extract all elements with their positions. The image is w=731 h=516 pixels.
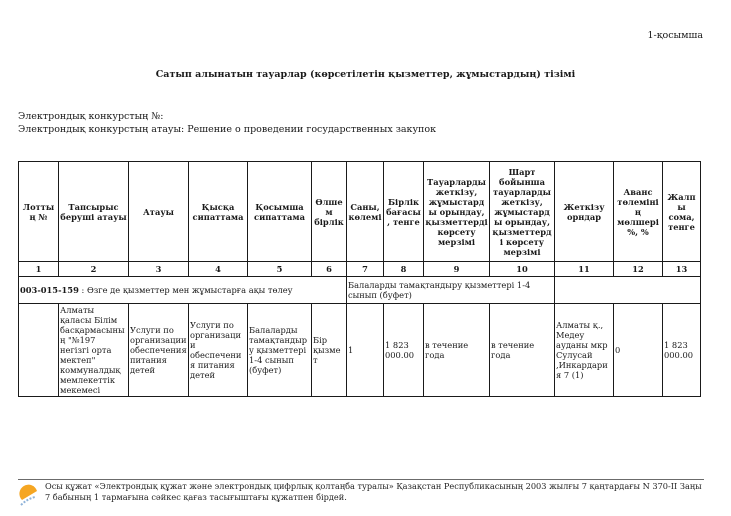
contest-name: Электрондық конкурстың атауы: Решение о проведении государственных закупок [18,124,437,135]
footer-divider [18,479,704,480]
contest-number: Электрондық конкурстың №: [18,111,164,122]
lots-table [18,161,701,397]
column-number: 13 [663,262,701,277]
column-number: 9 [424,262,490,277]
header-quantity: Саны, көлемі [347,162,384,262]
header-unit: Өлшем бірлік [312,162,347,262]
header-contract-term: Шарт бойынша тауарларды жеткізу, жұмыстарды орындау, қызметтерді көрсету мерзімі [490,162,555,262]
column-number: 8 [384,262,424,277]
cell-name: Услуги по организации обеспечения питания детей [129,304,189,397]
page-title: Сатып алынатын тауарлар (көрсетілетін қызметтер, жұмыстардың) тізімі [155,69,576,80]
header-customer: Тапсырыс беруші атауы [59,162,129,262]
footer-legal-text: Осы құжат «Электрондық құжат және электрондық цифрлық қолтаңба туралы» Қазақстан Республикасының 2003 жылғы 7 қаңтардағы N 370-II Заңы 7 бабының 1 тармағына сәйкес қағаз тасығыштағы құжатпен бірдей. [45,481,702,502]
column-number: 1 [19,262,59,277]
group-empty-cell [555,277,701,304]
cell-customer: Алматы қаласы Білім басқармасының "№197 негізгі орта мектеп" коммуналдық мемлекеттік мекемесі [59,304,129,397]
cell-total: 1 823 000.00 [663,304,701,397]
header-unit-price: Бірлік бағасы, тенге [384,162,424,262]
group-name: Өзге де қызметтер мен жұмыстарға ақы төлеу [86,285,293,295]
cell-unit: Бір қызмет [312,304,347,397]
header-advance: Аванс төлемінің мөлшері %, % [614,162,663,262]
cell-unit-price: 1 823 000.00 [384,304,424,397]
header-short-description: Қысқа сипаттама [189,162,248,262]
column-number: 5 [248,262,312,277]
column-number: 2 [59,262,129,277]
header-extra-description: Қосымша сипаттама [248,162,312,262]
header-name: Атауы [129,162,189,262]
cell-short-description: Услуги по организации обеспечения питания детей [189,304,248,397]
group-description: Балаларды тамақтандыру қызметтері 1-4 сынып (буфет) [347,277,555,304]
group-row [19,277,701,304]
group-cell [19,277,347,304]
group-code: 003-015-159 [20,285,79,295]
column-number-row [19,262,701,277]
header-delivery-term: Тауарларды жеткізу, жұмыстарды орындау, қызметтерді көрсету мерзімі [424,162,490,262]
column-number: 3 [129,262,189,277]
annex-label: 1-қосымша [647,30,703,41]
table-row [19,304,701,397]
header-row [19,162,701,262]
cell-delivery-place: Алматы қ., Медеу ауданы мкр Сулусай ,Инкардария 7 (1) [555,304,614,397]
column-number: 7 [347,262,384,277]
header-total: Жалпы сома, тенге [663,162,701,262]
column-number: 12 [614,262,663,277]
column-number: 6 [312,262,347,277]
header-delivery-place: Жеткізу орндар [555,162,614,262]
cell-extra-description: Балаларды тамақтандыру қызметтері 1-4 сынып (буфет) [248,304,312,397]
e-gov-logo-icon [19,483,39,507]
cell-lot-number [19,304,59,397]
cell-advance: 0 [614,304,663,397]
column-number: 11 [555,262,614,277]
cell-contract-term: в течение года [490,304,555,397]
cell-delivery-term: в течение года [424,304,490,397]
column-number: 10 [490,262,555,277]
cell-quantity: 1 [347,304,384,397]
column-number: 4 [189,262,248,277]
header-lot-number: Лоттың № [19,162,59,262]
group-separator: : [78,285,87,295]
